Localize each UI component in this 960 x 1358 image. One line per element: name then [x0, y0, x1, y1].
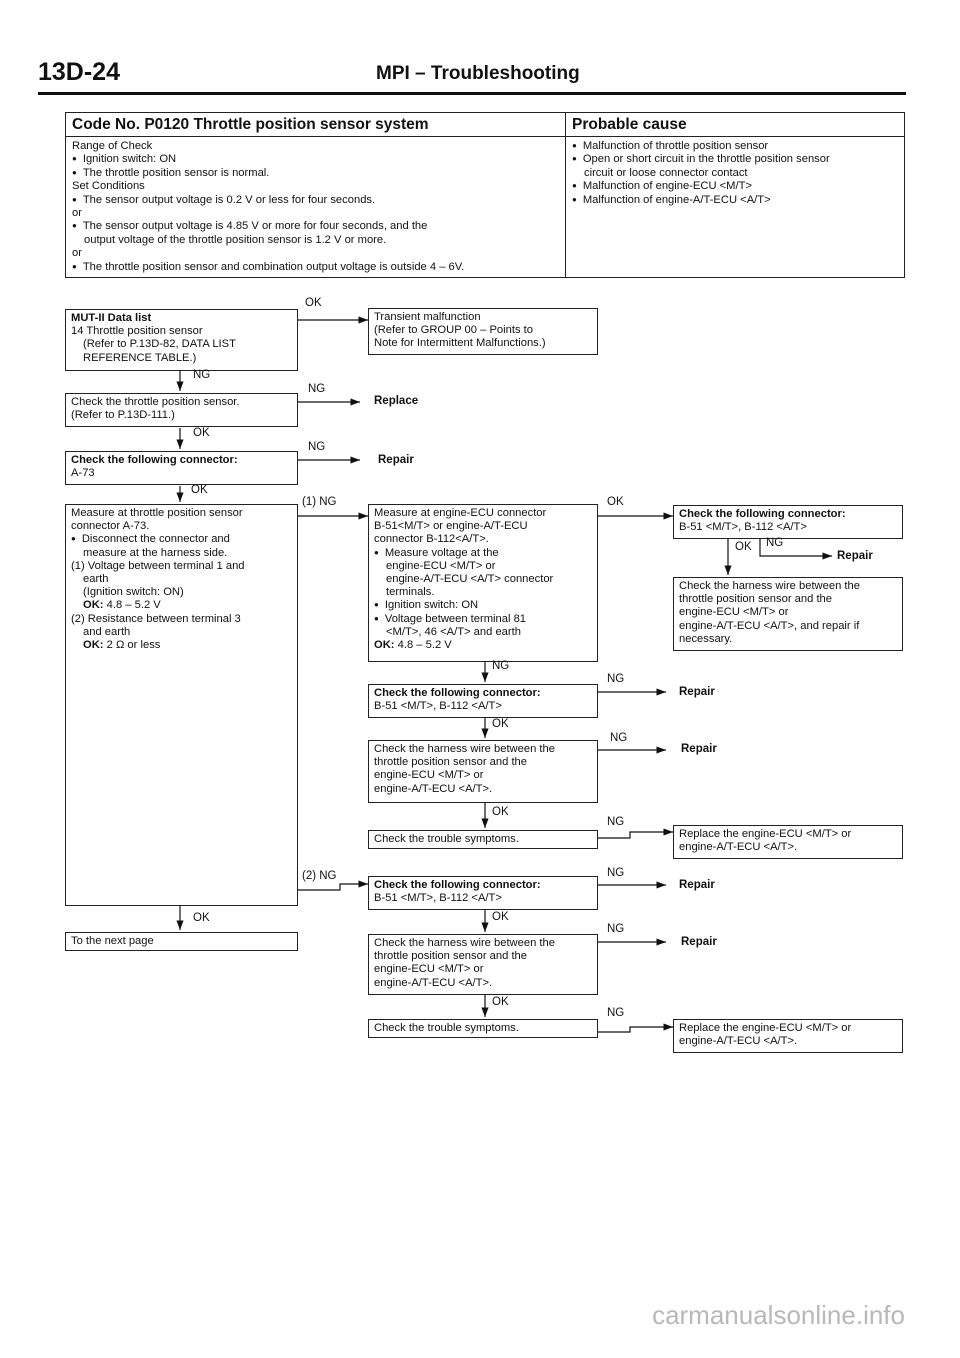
trouble-symptoms-box-2: [368, 1019, 598, 1038]
ng-label: NG: [607, 1007, 625, 1019]
repair-text: Repair: [681, 743, 717, 755]
mut-line: REFERENCE TABLE.): [83, 351, 197, 364]
measure-ecu-line: terminals.: [386, 586, 435, 599]
set-heading: Set Conditions: [72, 180, 145, 193]
ok-value: 2 Ω or less: [106, 639, 161, 652]
measure-line: (Ignition switch: ON): [83, 586, 184, 599]
or-text: or: [72, 207, 82, 220]
ng-label: NG: [607, 816, 625, 828]
measure-line: and earth: [83, 625, 131, 638]
measure-line: (2) Resistance between terminal 3: [71, 612, 241, 625]
harness-line: necessary.: [679, 632, 733, 645]
ok-label: OK: [492, 718, 509, 730]
replace-ecu-box-2: [673, 1019, 903, 1053]
ng-label: NG: [766, 537, 784, 549]
ok-label: OK: [191, 484, 208, 496]
measure-ecu-line: engine-ECU <M/T> or: [386, 559, 496, 572]
ok-value: 4.8 – 5.2 V: [397, 639, 452, 652]
harness-line: engine-ECU <M/T> or: [374, 963, 484, 976]
check-b51-right-box: [673, 505, 903, 539]
harness-line: throttle position sensor and the: [374, 756, 527, 769]
measure-ecu-line: ● Measure voltage at the: [374, 547, 592, 560]
measure-ecu-line: engine-A/T-ECU <A/T> connector: [386, 573, 554, 586]
range-item: ● Ignition switch: ON: [72, 153, 559, 166]
range-heading: Range of Check: [72, 140, 153, 152]
replace-ecu-line: engine-A/T-ECU <A/T>.: [679, 1035, 798, 1048]
mut-line: (Refer to P.13D-82, DATA LIST: [83, 338, 236, 351]
harness-line: engine-A/T-ECU <A/T>.: [374, 782, 493, 795]
trouble-text: Check the trouble symptoms.: [374, 833, 519, 845]
harness-line: throttle position sensor and the: [679, 593, 832, 606]
replace-ecu-line: engine-A/T-ECU <A/T>.: [679, 841, 798, 854]
ok-value: 4.8 – 5.2 V: [106, 599, 161, 612]
ok-key: OK:: [374, 639, 395, 652]
cause-item: ● Malfunction of throttle position sensor: [572, 140, 898, 153]
ng-label: NG: [308, 441, 326, 453]
transient-line: (Refer to GROUP 00 – Points to: [374, 324, 533, 337]
check-b51-line: Check the following connector:: [679, 508, 846, 520]
transient-line: Note for Intermittent Malfunctions.): [374, 337, 546, 350]
cause-item: ● Open or short circuit in the throttle position sensor: [572, 153, 898, 166]
repair-text: Repair: [837, 550, 873, 562]
mut-data-list-box: [65, 309, 298, 371]
ng-label: NG: [607, 923, 625, 935]
measure-ecu-line: ● Ignition switch: ON: [374, 599, 592, 612]
set-item: ● The throttle position sensor and combination output voltage is outside 4 – 6V.: [72, 261, 559, 274]
check-tps-box: [65, 393, 298, 427]
harness-line: engine-ECU <M/T> or: [679, 606, 789, 619]
check-tps-line: (Refer to P.13D-111.): [71, 409, 175, 422]
transient-line: Transient malfunction: [374, 311, 481, 323]
repair-text: Repair: [679, 879, 715, 891]
next-page-box: [65, 932, 298, 951]
check-b51-line: Check the following connector:: [374, 687, 541, 699]
code-title: Code No. P0120 Throttle position sensor system: [66, 113, 566, 137]
repair-text: Repair: [679, 686, 715, 698]
check-b51-mid-box: [368, 684, 598, 718]
ok-key: OK:: [83, 639, 104, 652]
harness-mid-box: [368, 740, 598, 803]
check-tps-line: Check the throttle position sensor.: [71, 396, 240, 408]
measure-line: (1) Voltage between terminal 1 and: [71, 559, 245, 572]
trouble-symptoms-box: [368, 830, 598, 849]
measure-tps-box: [65, 504, 298, 906]
check-b51-line: B-51 <M/T>, B-112 <A/T>: [374, 892, 502, 905]
replace-text: Replace: [374, 395, 419, 407]
replace-ecu-box: [673, 825, 903, 859]
repair-text: Repair: [378, 454, 414, 466]
page-title: MPI – Troubleshooting: [376, 63, 580, 84]
trouble-text: Check the trouble symptoms.: [374, 1022, 519, 1034]
transient-box: [368, 308, 598, 355]
ng-label: NG: [308, 383, 326, 395]
ng-label: NG: [607, 867, 625, 879]
mut-title: MUT-II Data list: [71, 312, 152, 324]
check-a73-line: A-73: [71, 467, 95, 480]
or-text: or: [72, 247, 82, 260]
harness-low-box: [368, 934, 598, 995]
measure-ecu-line: connector B-112<A/T>.: [374, 533, 489, 546]
check-b51-line: Check the following connector:: [374, 879, 541, 891]
replace-ecu-line: Replace the engine-ECU <M/T> or: [679, 828, 852, 840]
cause-title: Probable cause: [566, 113, 905, 137]
measure-ecu-line: B-51<M/T> or engine-A/T-ECU: [374, 520, 528, 533]
measure-ecu-box: [368, 504, 598, 662]
cause-item: ● Malfunction of engine-ECU <M/T>: [572, 180, 898, 193]
ng-label: NG: [492, 660, 510, 672]
ng1-label: (1) NG: [302, 496, 337, 508]
set-item-cont: output voltage of the throttle position sensor is 1.2 V or more.: [84, 233, 387, 246]
replace-ecu-line: Replace the engine-ECU <M/T> or: [679, 1022, 852, 1034]
ng-label: NG: [607, 673, 625, 685]
ok-label: OK: [492, 911, 509, 923]
ok-label: OK: [305, 297, 322, 309]
ok-label: OK: [492, 996, 509, 1008]
set-item: ● The sensor output voltage is 0.2 V or less for four seconds.: [72, 194, 559, 207]
measure-line: earth: [83, 573, 109, 586]
ng-label: NG: [193, 369, 211, 381]
set-item: ● The sensor output voltage is 4.85 V or more for four seconds, and the: [72, 220, 559, 233]
measure-line: measure at the harness side.: [83, 546, 228, 559]
ok-label: OK: [735, 541, 752, 553]
check-b51-low-box: [368, 876, 598, 910]
harness-line: throttle position sensor and the: [374, 950, 527, 963]
next-page-text: To the next page: [71, 935, 154, 947]
repair-text: Repair: [681, 936, 717, 948]
harness-line: Check the harness wire between the: [374, 743, 555, 755]
measure-ecu-line: ● Voltage between terminal 81: [374, 613, 592, 626]
measure-ecu-line: Measure at engine-ECU connector: [374, 507, 547, 519]
harness-line: engine-ECU <M/T> or: [374, 769, 484, 782]
cause-item: ● Malfunction of engine-A/T-ECU <A/T>: [572, 194, 898, 207]
ok-label: OK: [193, 427, 210, 439]
check-b51-line: B-51 <M/T>, B-112 <A/T>: [374, 700, 502, 713]
page-number: 13D-24: [38, 58, 120, 86]
harness-line: Check the harness wire between the: [374, 937, 555, 949]
harness-right-box: [673, 577, 903, 651]
ng-label: NG: [610, 732, 628, 744]
measure-line: Measure at throttle position sensor: [71, 507, 243, 519]
ng2-label: (2) NG: [302, 870, 337, 882]
check-b51-line: B-51 <M/T>, B-112 <A/T>: [679, 521, 807, 534]
harness-line: engine-A/T-ECU <A/T>.: [374, 976, 493, 989]
watermark: carmanualsonline.info: [652, 1300, 905, 1330]
harness-line: engine-A/T-ECU <A/T>, and repair if: [679, 619, 860, 632]
ok-label: OK: [607, 496, 624, 508]
measure-line: connector A-73.: [71, 520, 150, 533]
measure-line: ● Disconnect the connector and: [71, 533, 292, 546]
mut-line: 14 Throttle position sensor: [71, 325, 203, 338]
ok-label: OK: [193, 912, 210, 924]
harness-line: Check the harness wire between the: [679, 580, 860, 592]
cause-item-cont: circuit or loose connector contact: [584, 166, 748, 179]
measure-ecu-line: <M/T>, 46 <A/T> and earth: [386, 625, 521, 638]
ok-key: OK:: [83, 599, 104, 612]
check-a73-line: Check the following connector:: [71, 454, 238, 466]
range-item: ● The throttle position sensor is normal.: [72, 167, 559, 180]
check-a73-box: [65, 451, 298, 485]
ok-label: OK: [492, 806, 509, 818]
